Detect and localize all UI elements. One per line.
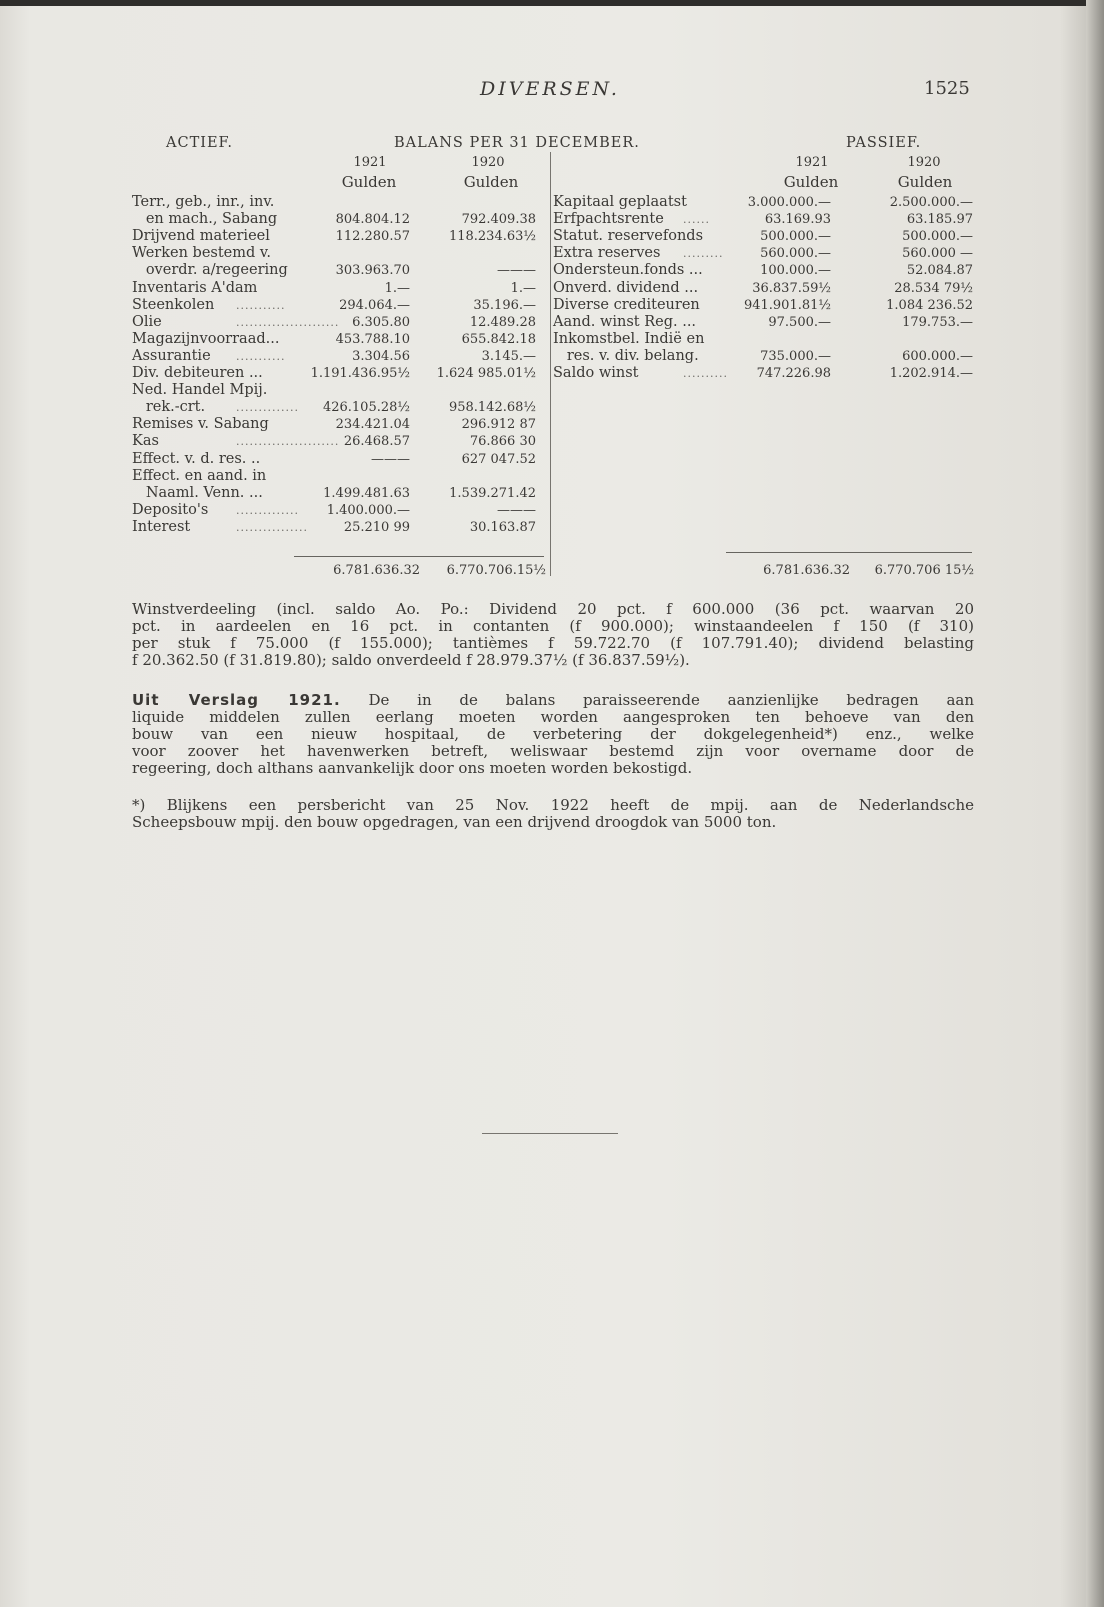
passief-table	[553, 194, 973, 394]
actief-leader-dots: .......................	[236, 315, 340, 329]
passief-label: Kapitaal geplaatst	[553, 194, 687, 210]
actief-label: Interest	[132, 518, 191, 535]
passief-label: res. v. div. belang.	[553, 347, 699, 364]
scan-right-edge	[1086, 0, 1104, 1607]
verslag-paragraph	[132, 692, 974, 777]
actief-row	[132, 468, 540, 485]
actief-value-1920: 30.163.87	[469, 519, 536, 535]
winstverdeeling-paragraph	[132, 601, 974, 669]
passief-label: Statut. reservefonds	[553, 228, 704, 245]
actief-value-1920: ———	[497, 502, 536, 518]
actief-row	[132, 245, 540, 262]
passief-row	[553, 280, 973, 297]
passief-total-1920: 6.770.706 15½	[874, 563, 974, 578]
actief-value-1920: 1.—	[510, 280, 536, 296]
paragraph2-first-line	[132, 692, 974, 709]
actief-label: Effect. en aand. in	[132, 467, 267, 484]
passief-value-1920: 1.202.914.—	[889, 366, 973, 381]
passief-label: Extra reserves	[553, 245, 661, 262]
actief-value-1921: 1.499.481.63	[323, 485, 410, 501]
passief-row	[553, 331, 973, 348]
actief-value-1921: 426.105.28½	[322, 400, 410, 416]
passief-value-1920: 63.185.97	[906, 212, 973, 228]
actief-value-1920: 958.142.68½	[448, 400, 536, 416]
actief-leader-dots: .......................	[236, 435, 340, 449]
page-number: 1525	[924, 78, 970, 99]
passief-row	[553, 262, 973, 279]
passief-value-1921: 500.000.—	[760, 229, 831, 245]
actief-row	[132, 485, 540, 502]
actief-value-1921: 26.468.57	[343, 434, 410, 450]
passief-value-1921: 560.000.—	[760, 246, 831, 262]
actief-total-1921: 6.781.636.32	[333, 563, 420, 578]
totals-row	[0, 563, 1104, 581]
actief-row	[132, 314, 540, 331]
footnote-line: *) Blijkens een persbericht van 25 Nov. 1922 heeft de mpij. aan de Nederlandsche	[132, 796, 974, 814]
actief-label: Olie	[132, 313, 162, 330]
actief-value-1921: 804.804.12	[335, 212, 410, 228]
passief-leader-dots: ..........	[683, 367, 728, 380]
paragraph1-line: pct. in aardeelen en 16 pct. in contanten (f 900.000); winstaandeelen f 150 (f 310)	[132, 617, 974, 635]
actief-leader-dots: ..............	[236, 401, 299, 415]
actief-value-1921: 1.191.436.95½	[310, 366, 410, 381]
passief-year-1921: 1921	[795, 155, 829, 170]
passief-label: Diverse crediteuren	[553, 296, 700, 313]
actief-row	[132, 519, 540, 536]
passief-value-1921: 97.500.—	[768, 314, 831, 330]
actief-value-1921: 6.305.80	[352, 314, 410, 330]
scan-top-edge	[0, 0, 1104, 6]
actief-unit-1921: Gulden	[341, 173, 397, 191]
passief-row	[553, 297, 973, 314]
actief-value-1921: 112.280.57	[335, 229, 410, 245]
passief-label: Onverd. dividend ...	[553, 279, 699, 296]
passief-label: Erfpachtsrente	[553, 211, 664, 228]
actief-label: Assurantie	[132, 347, 211, 364]
actief-label: Remises v. Sabang	[132, 416, 269, 433]
actief-label: Werken bestemd v.	[132, 245, 271, 262]
passief-value-1920: 52.084.87	[906, 263, 973, 279]
actief-label: Deposito's	[132, 501, 209, 518]
passief-value-1920: 500.000.—	[902, 229, 973, 245]
paragraph1-line: f 20.362.50 (f 31.819.80); saldo onverdeeld f 28.979.37½ (f 36.837.59½).	[132, 651, 690, 669]
passief-label: Saldo winst	[553, 365, 639, 381]
actief-label: Ned. Handel Mpij.	[132, 382, 268, 399]
passief-value-1920: 560.000 —	[902, 246, 973, 262]
actief-row	[132, 416, 540, 433]
actief-value-1920: 1.624 985.01½	[436, 366, 536, 381]
passief-value-1920: 179.753.—	[902, 314, 973, 330]
passief-leader-dots: ......	[683, 213, 710, 227]
balance-captions	[0, 135, 1104, 155]
passief-value-1921: 36.837.59½	[752, 280, 831, 296]
paragraph2-first-text: De in de balans paraisseerende aanzienlijke bedragen aan	[368, 691, 975, 709]
actief-row	[132, 399, 540, 416]
actief-value-1921: 294.064.—	[339, 297, 410, 313]
actief-label: Div. debiteuren ...	[132, 365, 263, 381]
passief-value-1921: 735.000.—	[760, 348, 831, 364]
passief-label: Ondersteun.fonds ...	[553, 262, 703, 279]
actief-row	[132, 348, 540, 365]
actief-row	[132, 228, 540, 245]
actief-value-1920: 12.489.28	[469, 314, 536, 330]
actief-total-rule	[294, 556, 544, 557]
passief-row	[553, 365, 973, 382]
actief-row	[132, 451, 540, 468]
passief-label: Inkomstbel. Indië en	[553, 330, 705, 347]
actief-year-1920: 1920	[471, 155, 505, 170]
actief-row	[132, 382, 540, 399]
actief-row	[132, 502, 540, 519]
actief-value-1921: ———	[371, 451, 410, 467]
passief-row	[553, 194, 973, 211]
paragraph2-line: liquide middelen zullen eerlang moeten worden aangesproken ten behoeve van den	[132, 708, 974, 726]
actief-row	[132, 280, 540, 297]
passief-unit-1920: Gulden	[897, 173, 953, 191]
actief-row	[132, 194, 540, 211]
caption-balans: BALANS PER 31 DECEMBER.	[394, 135, 640, 151]
actief-label: Steenkolen	[132, 296, 215, 313]
passief-value-1920: 28.534 79½	[894, 280, 973, 296]
actief-value-1921: 1.400.000.—	[326, 502, 410, 518]
actief-row	[132, 365, 540, 382]
paragraph2-line: bouw van een nieuw hospitaal, de verbetering der dokgelegenheid*) enz., welke	[132, 725, 974, 743]
paragraph1-line: per stuk f 75.000 (f 155.000); tantièmes f 59.722.70 (f 107.791.40); dividend belasting	[132, 634, 974, 652]
passief-row	[553, 211, 973, 228]
passief-total-1921: 6.781.636.32	[763, 563, 850, 578]
passief-year-1920: 1920	[907, 155, 941, 170]
actief-value-1920: 118.234.63½	[448, 229, 536, 245]
actief-value-1920: 627 047.52	[461, 451, 536, 467]
actief-row	[132, 262, 540, 279]
actief-value-1920: 35.196.—	[473, 297, 536, 313]
paragraph1-line: Winstverdeeling (incl. saldo Ao. Po.: Dividend 20 pct. f 600.000 (36 pct. waarvan 20	[132, 600, 974, 618]
passief-row	[553, 245, 973, 262]
paragraph2-line: regeering, doch althans aanvankelijk door ons moeten worden bekostigd.	[132, 759, 693, 777]
actief-label: en mach., Sabang	[132, 211, 278, 228]
actief-total-1920: 6.770.706.15½	[446, 563, 546, 578]
actief-label: Drijvend materieel	[132, 228, 270, 245]
actief-unit-1920: Gulden	[463, 173, 519, 191]
actief-leader-dots: ..............	[236, 503, 299, 517]
actief-value-1920: ———	[497, 263, 536, 279]
passief-value-1920: 2.500.000.—	[889, 195, 973, 210]
passief-unit-1921: Gulden	[783, 173, 839, 191]
actief-value-1921: 453.788.10	[335, 331, 410, 347]
passief-value-1921: 941.901.81½	[743, 297, 831, 313]
passief-value-1921: 63.169.93	[764, 212, 831, 228]
actief-label: Kas	[132, 433, 159, 450]
actief-leader-dots: ...........	[236, 349, 286, 363]
passief-leader-dots: .........	[683, 247, 724, 261]
passief-value-1921: 747.226.98	[756, 366, 831, 381]
paragraph2-line: voor zoover het havenwerken betreft, weliswaar bestemd zijn voor overname door de	[132, 742, 974, 760]
page-title: DIVERSEN.	[480, 78, 620, 100]
actief-label: Inventaris A'dam	[132, 279, 258, 296]
actief-value-1920: 296.912 87	[461, 417, 536, 433]
actief-value-1921: 303.963.70	[335, 263, 410, 279]
actief-value-1920: 792.409.38	[461, 212, 536, 228]
actief-label: Naaml. Venn. ...	[132, 484, 263, 501]
passief-row	[553, 348, 973, 365]
passief-value-1920: 1.084 236.52	[886, 297, 973, 313]
actief-value-1921: 3.304.56	[352, 348, 410, 364]
actief-row	[132, 433, 540, 450]
actief-value-1920: 1.539.271.42	[449, 485, 536, 501]
page-header	[0, 78, 1104, 104]
actief-label: Effect. v. d. res. ..	[132, 450, 261, 467]
passief-total-rule	[726, 552, 972, 553]
end-rule	[482, 1133, 618, 1134]
actief-value-1920: 76.866 30	[469, 434, 536, 450]
column-divider	[550, 152, 551, 576]
actief-label: Magazijnvoorraad...	[132, 330, 280, 347]
verslag-heading: Uit Verslag 1921.	[132, 691, 341, 709]
passief-value-1921: 100.000.—	[760, 263, 831, 279]
actief-leader-dots: ...........	[236, 298, 286, 312]
actief-table	[132, 194, 540, 544]
actief-value-1921: 234.421.04	[335, 417, 410, 433]
passief-label: Aand. winst Reg. ...	[553, 313, 697, 330]
actief-row	[132, 331, 540, 348]
passief-value-1920: 600.000.—	[902, 348, 973, 364]
actief-value-1921: 25.210 99	[343, 519, 410, 535]
actief-value-1920: 655.842.18	[461, 331, 536, 347]
footnote	[132, 797, 974, 831]
actief-leader-dots: ................	[236, 520, 308, 534]
passief-row	[553, 228, 973, 245]
actief-value-1921: 1.—	[384, 280, 410, 296]
actief-value-1920: 3.145.—	[481, 348, 536, 364]
caption-passief: PASSIEF.	[846, 135, 922, 151]
passief-row	[553, 314, 973, 331]
actief-year-1921: 1921	[353, 155, 387, 170]
caption-actief: ACTIEF.	[166, 135, 233, 151]
passief-value-1921: 3.000.000.—	[747, 195, 831, 210]
footnote-line: Scheepsbouw mpij. den bouw opgedragen, van een drijvend droogdok van 5000 ton.	[132, 813, 777, 831]
actief-label: Terr., geb., inr., inv.	[132, 194, 275, 210]
actief-row	[132, 211, 540, 228]
actief-row	[132, 297, 540, 314]
actief-label: rek.-crt.	[132, 399, 206, 416]
actief-label: overdr. a/regeering	[132, 262, 288, 279]
